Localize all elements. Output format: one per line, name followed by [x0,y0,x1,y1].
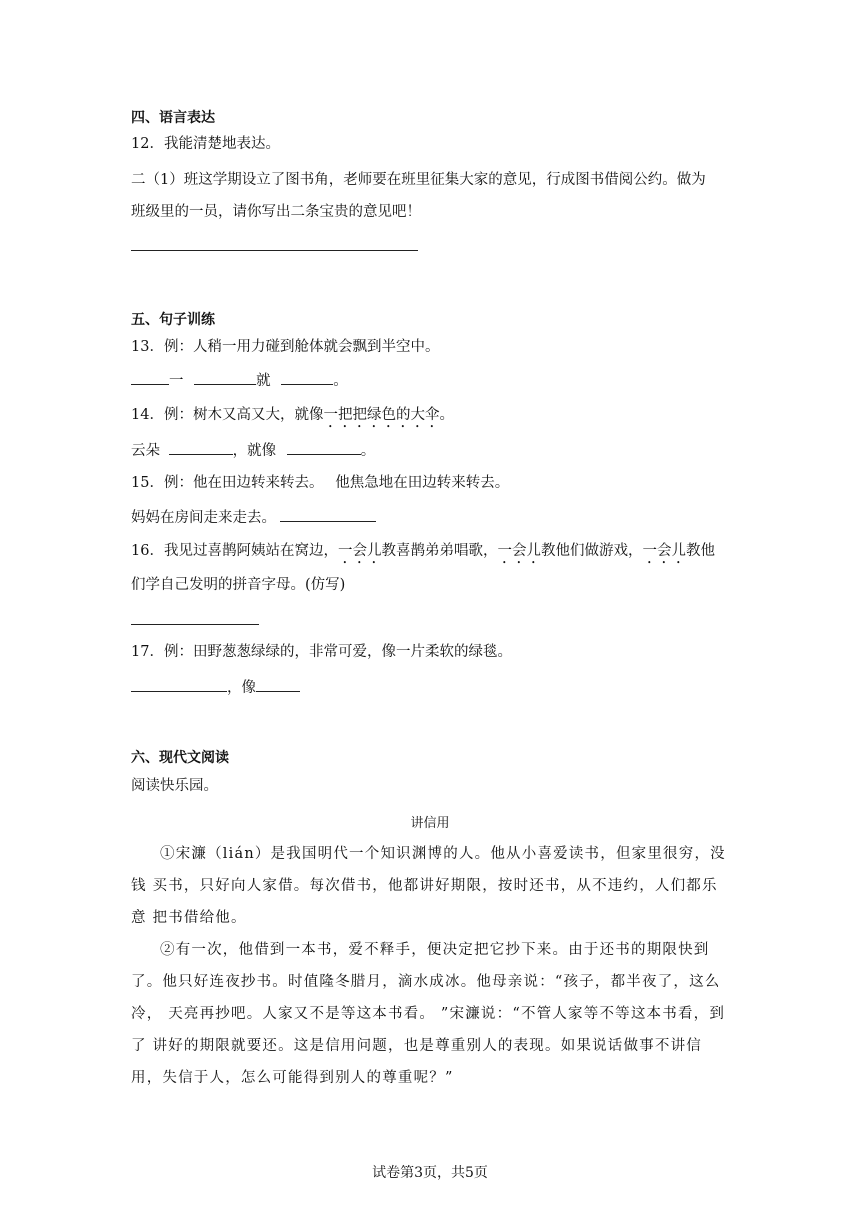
q16-emphasis-1: 一会儿 [337,543,382,559]
reading-intro: 阅读快乐园。 [131,778,218,794]
question-17: 17．例：田野葱葱绿绿的，非常可爱，像一片柔软的绿毯。 [131,644,512,660]
question-12-prompt-line2: 班级里的一员，请你写出二条宝贵的意见吧！ [131,204,421,220]
answer-blank-13b[interactable] [194,370,256,385]
question-15-fill [131,507,376,528]
answer-blank-15[interactable] [280,507,376,522]
q14-fill-a: 云朵 [131,443,160,459]
q14-fill-b: ，就像 [232,443,277,459]
question-12: 12．我能清楚地表达。 [131,136,280,152]
q14-emphasis: 一把把绿色的大伞 [323,407,440,423]
q14-end: 。 [439,407,454,423]
question-17-fill [131,677,300,698]
question-16-line1 [131,541,715,567]
answer-blank-14a[interactable] [169,440,233,455]
q17-fill-text: ，像 [227,680,256,696]
q16-part-c: 教他们做游戏， [540,543,643,559]
answer-blank-13c[interactable] [281,370,333,385]
answer-blank-13a[interactable] [131,370,169,385]
question-14 [131,405,454,431]
question-16-line2: 们学自己发明的拼音字母。(仿写) [131,577,346,593]
page-footer: 试卷第3页，共5页 [372,1165,488,1181]
q16-part-e: 教他 [685,543,715,559]
story-paragraph-2: ②有一次，他借到一本书，爱不释手，便决定把它抄下来。由于还书的期限快到了。他只好连夜抄书。时值隆冬腊月，滴水成冰。他母亲说：“孩子，都半夜了，这么冷， 天亮再抄吧。人家又不是等这本书看。 ”宋濂说：“不管人家等不等这本书看，到了 讲好的期限就要还。这是信用问题，也是尊重别人的表现。如果说话做事不讲信用，失信于人，怎么可能得到别人的尊重呢？” [131,942,726,1086]
q16-emphasis-2: 一会儿 [497,543,541,559]
section-5-title: 五、句子训练 [131,312,215,328]
answer-blank-17a[interactable] [131,677,227,692]
q13-word-a: 一 [169,373,184,389]
answer-blank-17b[interactable] [256,677,300,692]
section-6-title: 六、现代文阅读 [131,750,229,766]
section-4-title: 四、语言表达 [131,110,215,126]
story-title: 讲信用 [410,816,450,831]
q14-fill-end: 。 [360,443,376,459]
question-13-fill [131,370,348,391]
q14-prefix: 14．例：树木又高又大，就像 [131,407,324,423]
q16-part-b: 教喜鹊弟弟唱歌， [381,543,498,559]
q16-part-a: 16．我见过喜鹊阿姨站在窝边， [131,543,338,559]
story-body [131,838,731,1094]
q15-fill-text: 妈妈在房间走来走去。 [131,510,276,526]
answer-blank-14b[interactable] [287,440,361,455]
answer-blank-16[interactable] [131,624,259,625]
question-15: 15．例：他在田边转来转去。 他焦急地在田边转来转去。 [131,475,510,491]
q13-word-b: 就 [256,373,271,389]
answer-blank-12[interactable] [131,250,418,251]
story-paragraph-1: ①宋濂（lián）是我国明代一个知识渊博的人。他从小喜爱读书，但家里很穷，没钱 买书，只好向人家借。每次借书，他都讲好期限，按时还书，从不违约，人们都乐意 把书借给他。 [131,846,726,926]
question-12-prompt-line1: 二（1）班这学期设立了图书角，老师要在班里征集大家的意见，行成图书借阅公约。做为 [131,172,706,188]
question-14-fill [131,440,375,461]
question-13: 13．例：人稍一用力碰到舱体就会飘到半空中。 [131,339,440,355]
q16-emphasis-3: 一会儿 [642,543,686,559]
q13-end: 。 [333,373,348,389]
